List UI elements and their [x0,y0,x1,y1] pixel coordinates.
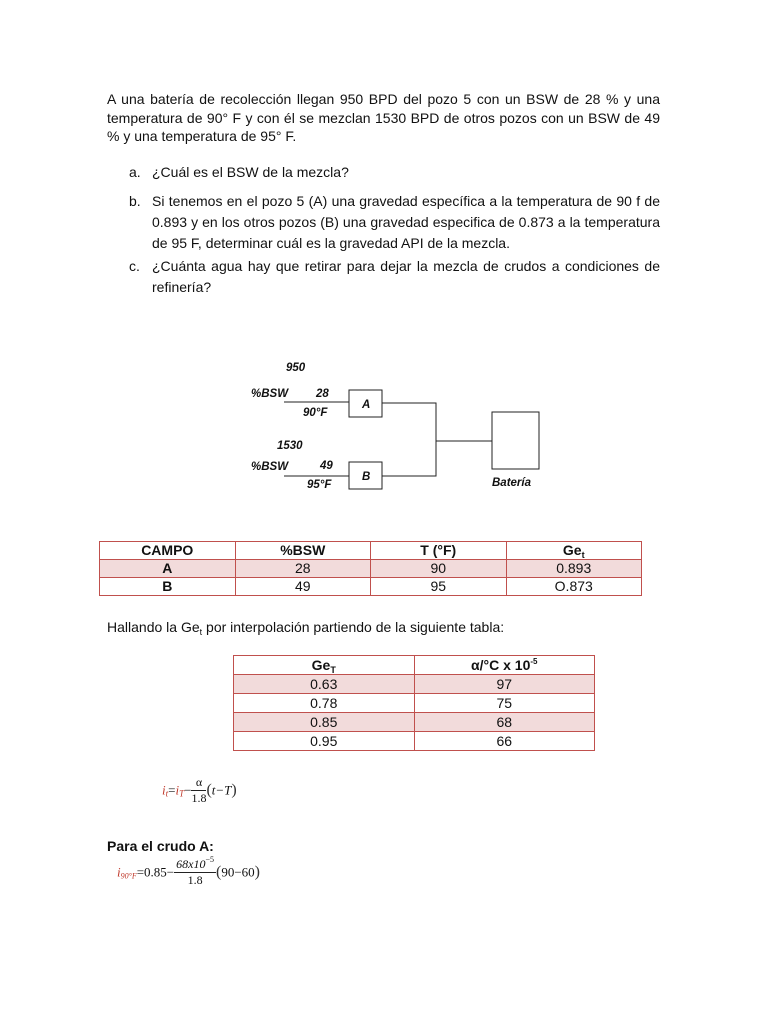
question-a [107,162,660,183]
header-ge-t-text: Ge [311,657,331,673]
cell-temp: 90 [371,560,507,578]
paren-close: ) [254,863,260,881]
temp-a-label: 90°F [303,407,328,419]
formula-fraction [174,857,216,888]
paren-open: ( [206,781,212,799]
cell-bsw: 49 [235,578,371,596]
connector-line [382,403,436,476]
formula-tail: t−T [211,782,232,798]
bsw-b-value: 49 [320,460,333,472]
interpolation-formula [162,775,237,806]
formula-eq: = [168,782,176,798]
problem-statement: A una batería de recolección llegan 950 BPD del pozo 5 con un BSW de 28 % y una temperatura de 90° F y con él se mezclan 1530 BPD de otros pozos con un BSW de 49 % y una temperatura de 95° F. [107,91,660,144]
cell-bsw: 28 [235,560,371,578]
interp-sub: t [199,627,203,637]
cell-ge-t: 0.63 [234,675,415,694]
temp-b-label: 95°F [307,479,332,491]
formula-i-t: i [175,782,180,798]
cell-campo: A [100,560,236,578]
interp-before: Hallando la Ge [107,619,200,635]
box-b-label: B [362,471,371,483]
bsw-a-label: %BSW [251,388,289,400]
box-a-label: A [362,399,371,411]
formula-lhs-sub: 90°F [120,871,137,881]
cell-temp: 95 [371,578,507,596]
cell-alpha: 97 [414,675,595,694]
formula-minus: − [184,782,192,798]
section-heading-crude-a: Para el crudo A: [107,838,214,854]
cell-ge-t: 0.78 [234,694,415,713]
expansion-coefficient-table [233,655,595,751]
interp-after: por interpolación partiendo de la siguiente tabla: [202,619,505,635]
cell-ge: O.873 [506,578,642,596]
table-header-row [234,656,595,675]
formula-tail: 90−60 [221,864,255,880]
cell-alpha: 68 [414,713,595,732]
formula-lhs: i [162,782,166,798]
formula-i-sub: T [179,788,185,799]
formula-fraction [191,775,206,806]
table-row [234,732,595,751]
fraction-numerator: α [191,775,206,791]
flow-diagram [240,355,550,495]
fraction-denominator: 1.8 [191,791,207,805]
header-ge-t-sub: T [330,665,336,675]
cell-alpha: 75 [414,694,595,713]
fraction-numerator [174,857,216,873]
question-label: c. [129,258,140,274]
table-header-row [100,542,642,560]
header-ge-text: Ge [562,542,582,558]
header-alpha-sup: -5 [530,657,538,666]
question-label: b. [129,193,141,209]
table-row [234,713,595,732]
field-data-table [99,541,642,596]
cell-ge-t: 0.95 [234,732,415,751]
numerator-text: 68x10 [176,857,206,871]
question-c [107,256,660,298]
question-label: a. [129,164,141,180]
paren-close: ) [231,781,237,799]
cell-campo: B [100,578,236,596]
formula-lhs: i [117,864,121,880]
table-row [100,560,642,578]
bsw-b-label: %BSW [251,461,289,473]
question-list [107,162,660,300]
paren-open: ( [215,863,222,881]
question-text: ¿Cuál es el BSW de la mezcla? [152,164,349,180]
battery-box [492,412,539,469]
formula-eq: =0.85− [136,864,175,880]
cell-ge-t: 0.85 [234,713,415,732]
header-bsw: %BSW [235,542,371,560]
numerator-sup: −5 [205,855,214,864]
table-row [234,694,595,713]
header-ge-sub: t [581,550,585,560]
battery-label: Batería [492,477,531,489]
formula-lhs-sub: t [165,788,169,799]
cell-ge: 0.893 [506,560,642,578]
header-ge [506,542,642,560]
table-row [234,675,595,694]
bsw-a-value: 28 [316,388,329,400]
flow-a-label: 950 [286,362,306,374]
table-row [100,578,642,596]
question-text: ¿Cuánta agua hay que retirar para dejar la mezcla de crudos a condiciones de refinería? [152,258,660,295]
crude-a-formula [117,857,260,888]
flow-diagram-svg [240,355,550,495]
question-b [107,191,660,254]
header-campo: CAMPO [100,542,236,560]
flow-b-label: 1530 [277,440,303,452]
fraction-denominator: 1.8 [187,873,203,887]
header-alpha [414,656,595,675]
header-temp: T (°F) [371,542,507,560]
header-alpha-text: α/°C x 10 [471,657,531,673]
cell-alpha: 66 [414,732,595,751]
header-ge-t [234,656,415,675]
question-text: Si tenemos en el pozo 5 (A) una gravedad específica a la temperatura de 90 f de 0.893 y en los otros pozos (B) una gravedad especifica de 0.873 a la temperatura de 95 F, determinar cuál es la gravedad API de la mezcla. [152,193,660,251]
interpolation-text [107,619,504,635]
